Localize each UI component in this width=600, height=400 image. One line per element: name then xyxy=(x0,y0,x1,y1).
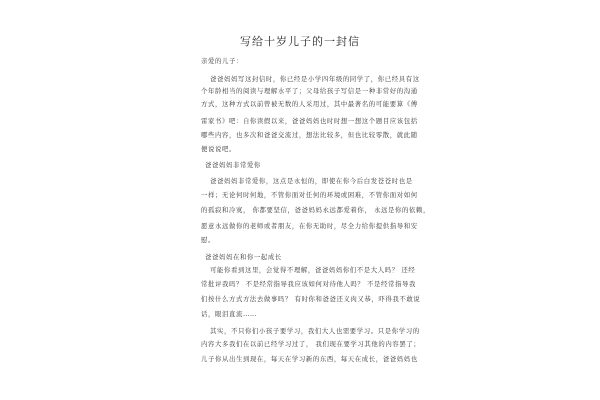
paragraph-line: 常批评我吗？ 不是经常指导我应该如何对待他人吗？ 不是经常指导我 xyxy=(201,280,416,288)
paragraph-line: 个年龄相当的阅读与理解水平了；父母给孩子写信是一种非常好的沟通 xyxy=(201,87,418,95)
salutation: 亲爱的儿子： xyxy=(201,57,243,65)
paragraph-line: 爸爸妈妈写这封信时，你已经是小学四年级的同学了，你已经具有这 xyxy=(210,75,420,83)
paragraph-line: 内容大多我们在以前已经学习过了， 我们现在要学习其他的内容罢了； xyxy=(201,340,421,348)
document-title: 写给十岁儿子的一封信 xyxy=(240,35,360,48)
paragraph-line: 愿意永远做你的老师或者朋友，在你无助时，尽全力给你提供指导和安 xyxy=(201,222,418,230)
paragraph-line: 哪些内容，也多次和爸爸交流过，想法比较多，但也比较零散，就此随 xyxy=(201,131,418,139)
paragraph-line: 便说说吧。 xyxy=(201,145,236,153)
section-heading: 爸爸妈妈在和你一起成长 xyxy=(205,253,282,261)
paragraph-line: 的孤寂和冷寞， 你都要坚信，爸爸妈妈永远都爱着你， 永远是你的依赖， xyxy=(201,206,430,214)
paragraph-line: 儿子你从出生到现在，每天在学习新的东西，每天在成长，爸爸妈妈也 xyxy=(201,355,418,363)
paragraph-line: 们按什么方式方法去做事吗？ 有时你和爸爸还义肉又恭，吓得我不敢说 xyxy=(201,295,421,303)
paragraph-line: 其实，不只你们小孩子要学习，我们大人也需要学习。只是你学习的 xyxy=(210,327,420,335)
paragraph-line: 一样；无论何时何地，不管你面对任何的环境或困难，不管你面对如何 xyxy=(201,191,418,199)
paragraph-line: 雷家书》吧：自你读假以来，爸爸妈妈也时时想一想这个题目应该包括 xyxy=(201,117,418,125)
paragraph-line: 可能你看到这里，会觉得不理解，爸爸妈妈你们不是大人吗？ 还经 xyxy=(210,266,416,274)
paragraph-line: 慰。 xyxy=(201,236,215,244)
paragraph-line: 爸爸妈妈非常爱你，这点是永恒的，即使在你今后白发苍苍时也是 xyxy=(210,177,413,185)
paragraph-line: 话，眼泪直流…… xyxy=(201,310,257,318)
paragraph-line: 方式，这种方式以前曾被无数的人采用过，其中最著名的可能要算《傅 xyxy=(201,100,418,108)
section-heading: 爸爸妈妈非常爱你 xyxy=(205,161,261,169)
